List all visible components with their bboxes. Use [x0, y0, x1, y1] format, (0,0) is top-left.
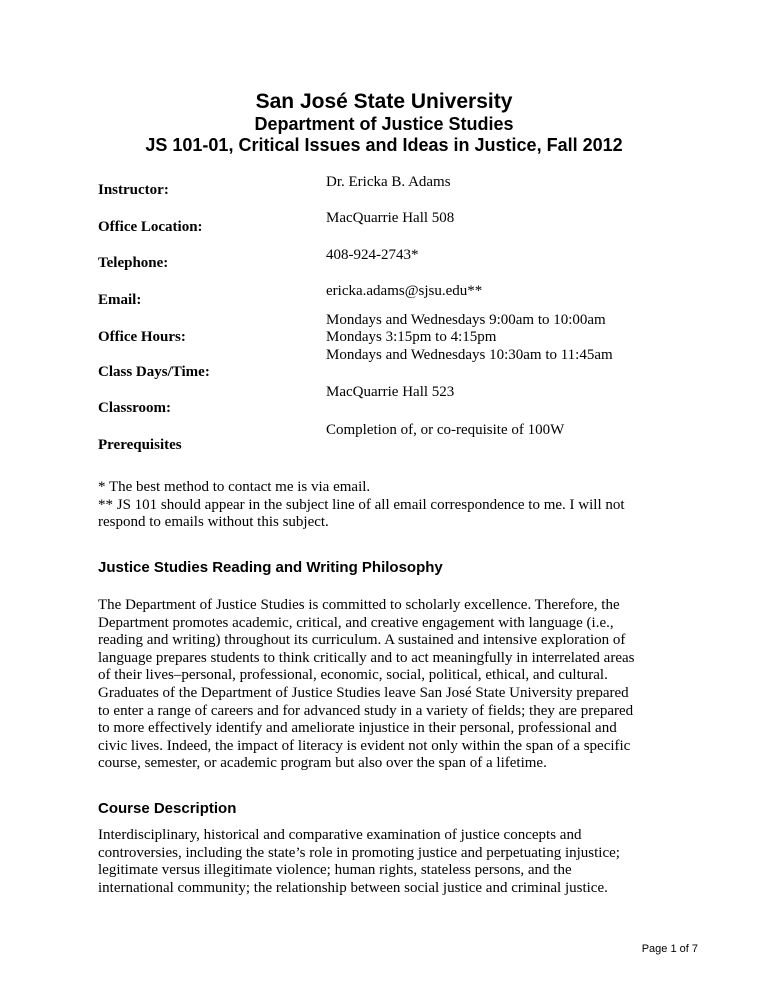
course-description-paragraph — [98, 827, 678, 897]
contact-note-2: ** JS 101 should appear in the subject line of all email correspondence to me. I will not — [98, 496, 625, 513]
paragraph-line: reading and writing) throughout its curriculum. A sustained and intensive exploration of — [98, 632, 626, 649]
university-title: San José State University — [255, 90, 513, 113]
classroom-label: Classroom: — [98, 400, 172, 416]
paragraph-line: Department promotes academic, critical, and creative engagement with language (i.e., — [98, 614, 614, 631]
paragraph-line: civic lives. Indeed, the impact of literacy is evident not only within the span of a specific — [98, 737, 631, 754]
department-title: Department of Justice Studies — [254, 114, 514, 134]
office-location-value: MacQuarrie Hall 508 — [326, 210, 455, 226]
office-hours-value-1: Mondays and Wednesdays 9:00am to 10:00am — [326, 312, 606, 328]
prerequisites-value: Completion of, or co-requisite of 100W — [326, 422, 565, 438]
paragraph-line: international community; the relationship between social justice and criminal justice. — [98, 879, 608, 896]
course-description-heading: Course Description — [98, 800, 237, 817]
paragraph-line: of their lives–personal, professional, economic, social, political, ethical, and cultural. — [98, 667, 608, 684]
telephone-label: Telephone: — [98, 255, 169, 271]
paragraph-line: language prepares students to think critically and to act meaningfully in interrelated areas — [98, 649, 635, 666]
class-time-value: Mondays and Wednesdays 10:30am to 11:45am — [326, 347, 613, 363]
page-number: Page 1 of 7 — [641, 943, 698, 955]
paragraph-line: legitimate versus illegitimate violence; human rights, stateless persons, and the — [98, 862, 572, 879]
instructor-label: Instructor: — [98, 182, 169, 198]
office-hours-label: Office Hours: — [98, 329, 186, 345]
paragraph-line: The Department of Justice Studies is committed to scholarly excellence. Therefore, the — [98, 597, 620, 613]
course-title: JS 101-01, Critical Issues and Ideas in Justice, Fall 2012 — [145, 135, 623, 155]
instructor-value: Dr. Ericka B. Adams — [326, 174, 451, 190]
classroom-value: MacQuarrie Hall 523 — [326, 384, 455, 400]
paragraph-line: Graduates of the Department of Justice Studies leave San José State University prepared — [98, 684, 629, 701]
contact-note-1: * The best method to contact me is via email. — [98, 479, 371, 495]
philosophy-paragraph — [98, 597, 678, 773]
email-label: Email: — [98, 292, 142, 308]
paragraph-line: controversies, including the state’s role in promoting justice and perpetuating injustice; — [98, 844, 620, 861]
email-value: ericka.adams@sjsu.edu** — [326, 283, 483, 299]
paragraph-line: to more effectively identify and ameliorate injustice in their personal, professional and — [98, 720, 617, 737]
contact-note-3: respond to emails without this subject. — [98, 514, 329, 530]
telephone-value: 408-924-2743* — [326, 247, 419, 263]
paragraph-line: course, semester, or academic program but also over the span of a lifetime. — [98, 755, 547, 772]
class-time-label: Class Days/Time: — [98, 364, 210, 380]
philosophy-heading: Justice Studies Reading and Writing Philosophy — [98, 559, 443, 576]
paragraph-line: Interdisciplinary, historical and comparative examination of justice concepts and — [98, 827, 582, 843]
contact-notes — [98, 479, 678, 532]
prerequisites-label: Prerequisites — [98, 437, 182, 453]
office-hours-value-2: Mondays 3:15pm to 4:15pm — [326, 329, 497, 345]
document-header — [0, 90, 768, 156]
paragraph-line: to enter a range of careers and for advanced study in a variety of fields; they are prepared — [98, 702, 634, 719]
office-location-label: Office Location: — [98, 219, 203, 235]
